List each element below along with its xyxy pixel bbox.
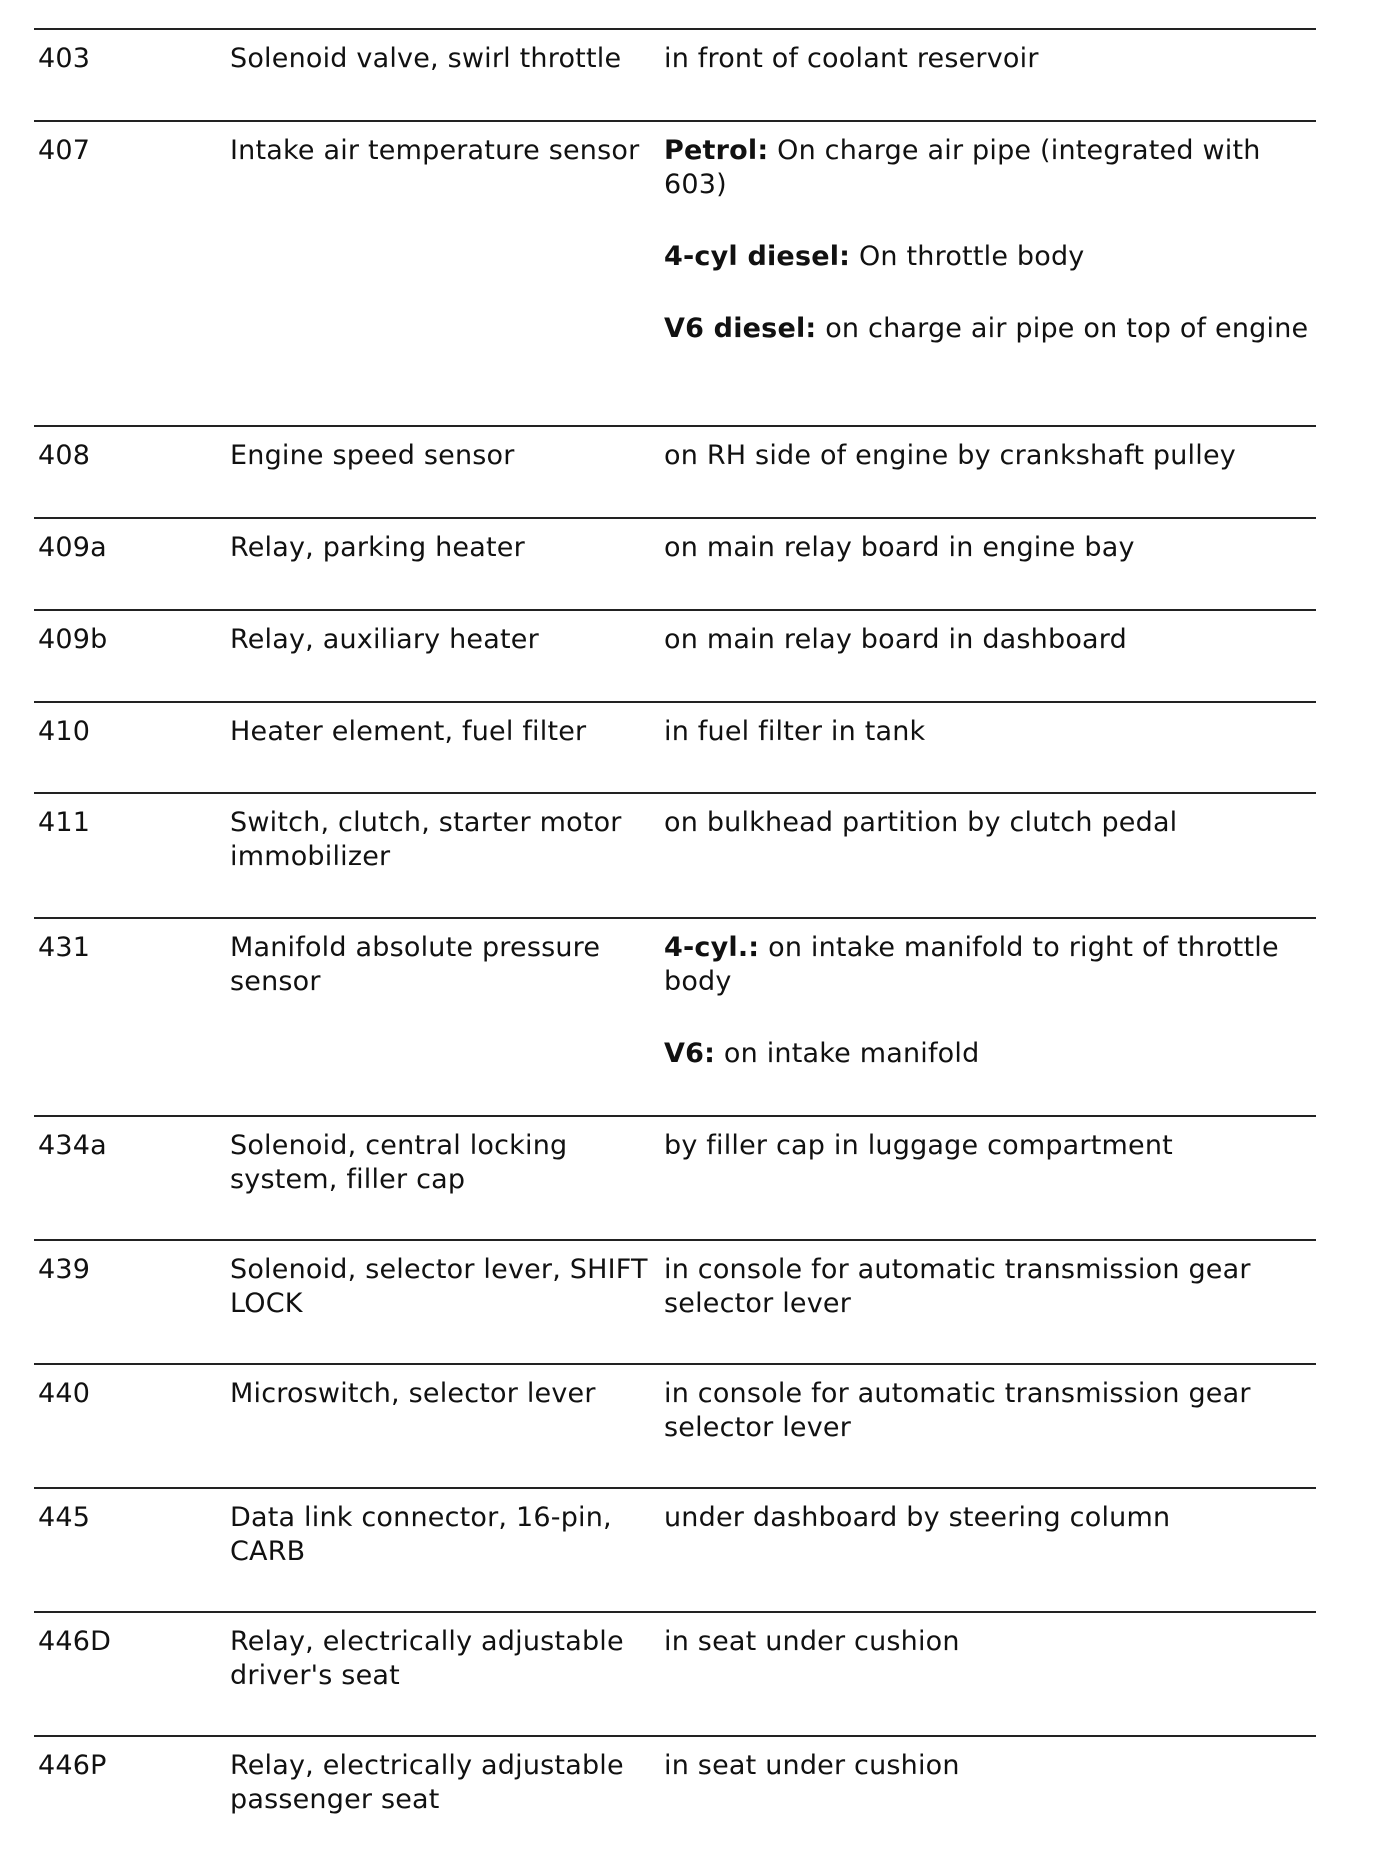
location-text: on bulkhead partition by clutch pedal	[664, 807, 1178, 838]
location-text: on main relay board in engine bay	[664, 532, 1135, 563]
component-name: Heater element, fuel filter	[230, 716, 587, 747]
table-row	[34, 917, 1316, 1115]
table-row	[34, 517, 1316, 609]
location-paragraph	[664, 623, 1314, 657]
component-location	[664, 806, 1314, 840]
component-location	[664, 1377, 1314, 1445]
component-location-table	[34, 28, 1316, 1859]
location-paragraph	[664, 531, 1314, 565]
location-text: on intake manifold	[715, 1038, 980, 1069]
component-location	[664, 439, 1314, 473]
location-text: in console for automatic transmission gear selector lever	[664, 1254, 1251, 1319]
component-number: 403	[38, 43, 91, 74]
location-paragraph	[664, 240, 1314, 274]
component-number: 407	[38, 135, 91, 166]
location-paragraph	[664, 312, 1314, 346]
component-name: Intake air temperature sensor	[230, 135, 640, 166]
component-number: 411	[38, 807, 91, 838]
table-row	[34, 1239, 1316, 1363]
component-name: Solenoid, central locking system, filler cap	[230, 1130, 568, 1195]
table-row	[34, 425, 1316, 517]
component-number: 446D	[38, 1626, 112, 1657]
table-row	[34, 28, 1316, 120]
component-name: Solenoid valve, swirl throttle	[230, 43, 622, 74]
component-name: Relay, electrically adjustable passenger seat	[230, 1750, 624, 1815]
location-text: in front of coolant reservoir	[664, 43, 1039, 74]
table-row	[34, 701, 1316, 792]
component-name: Engine speed sensor	[230, 440, 515, 471]
component-number: 408	[38, 440, 91, 471]
component-location	[664, 531, 1314, 565]
location-paragraph	[664, 1625, 1314, 1659]
variant-label: V6 diesel:	[664, 313, 817, 344]
variant-label: 4-cyl diesel:	[664, 241, 851, 272]
table-row	[34, 1735, 1316, 1859]
location-paragraph	[664, 1501, 1314, 1535]
component-location	[664, 1253, 1314, 1321]
component-location	[664, 134, 1314, 346]
location-paragraph	[664, 1253, 1314, 1321]
location-paragraph	[664, 1129, 1314, 1163]
location-paragraph	[664, 931, 1314, 999]
location-text: in seat under cushion	[664, 1626, 960, 1657]
component-number: 410	[38, 716, 91, 747]
component-number: 409b	[38, 624, 108, 655]
location-text: in console for automatic transmission gear selector lever	[664, 1378, 1251, 1443]
component-location	[664, 1129, 1314, 1163]
location-paragraph	[664, 439, 1314, 473]
location-paragraph	[664, 42, 1314, 76]
component-location	[664, 1625, 1314, 1659]
component-name: Relay, auxiliary heater	[230, 624, 539, 655]
component-name: Manifold absolute pressure sensor	[230, 932, 601, 997]
component-name: Solenoid, selector lever, SHIFT LOCK	[230, 1254, 648, 1319]
component-number: 440	[38, 1378, 91, 1409]
location-paragraph	[664, 1037, 1314, 1071]
location-text: by filler cap in luggage compartment	[664, 1130, 1173, 1161]
location-text: On throttle body	[850, 241, 1085, 272]
location-paragraph	[664, 1749, 1314, 1783]
variant-label: Petrol:	[664, 135, 769, 166]
table-row	[34, 1115, 1316, 1239]
location-text: in seat under cushion	[664, 1750, 960, 1781]
component-name: Data link connector, 16-pin, CARB	[230, 1502, 612, 1567]
component-name: Relay, parking heater	[230, 532, 525, 563]
component-location	[664, 42, 1314, 76]
component-number: 431	[38, 932, 91, 963]
location-paragraph	[664, 806, 1314, 840]
variant-label: V6:	[664, 1038, 716, 1069]
table-row	[34, 120, 1316, 425]
component-number: 409a	[38, 532, 107, 563]
location-paragraph	[664, 1377, 1314, 1445]
component-location	[664, 715, 1314, 749]
location-text: On charge air pipe (integrated with 603)	[664, 135, 1261, 200]
component-location	[664, 623, 1314, 657]
table-row	[34, 792, 1316, 917]
location-text: on RH side of engine by crankshaft pulley	[664, 440, 1236, 471]
component-name: Switch, clutch, starter motor immobilizer	[230, 807, 622, 872]
location-text: on main relay board in dashboard	[664, 624, 1127, 655]
table-row	[34, 1363, 1316, 1487]
component-location	[664, 931, 1314, 1071]
location-paragraph	[664, 134, 1314, 202]
component-name: Microswitch, selector lever	[230, 1378, 596, 1409]
component-location	[664, 1749, 1314, 1783]
location-text: on charge air pipe on top of engine	[816, 313, 1309, 344]
component-number: 445	[38, 1502, 91, 1533]
component-location	[664, 1501, 1314, 1535]
location-text: in fuel filter in tank	[664, 716, 926, 747]
component-number: 446P	[38, 1750, 107, 1781]
table-row	[34, 1487, 1316, 1611]
location-text: under dashboard by steering column	[664, 1502, 1171, 1533]
table-row	[34, 1611, 1316, 1735]
component-number: 434a	[38, 1130, 107, 1161]
location-paragraph	[664, 715, 1314, 749]
location-text: on intake manifold to right of throttle body	[664, 932, 1279, 997]
variant-label: 4-cyl.:	[664, 932, 760, 963]
component-name: Relay, electrically adjustable driver's seat	[230, 1626, 624, 1691]
component-number: 439	[38, 1254, 91, 1285]
table-row	[34, 609, 1316, 701]
